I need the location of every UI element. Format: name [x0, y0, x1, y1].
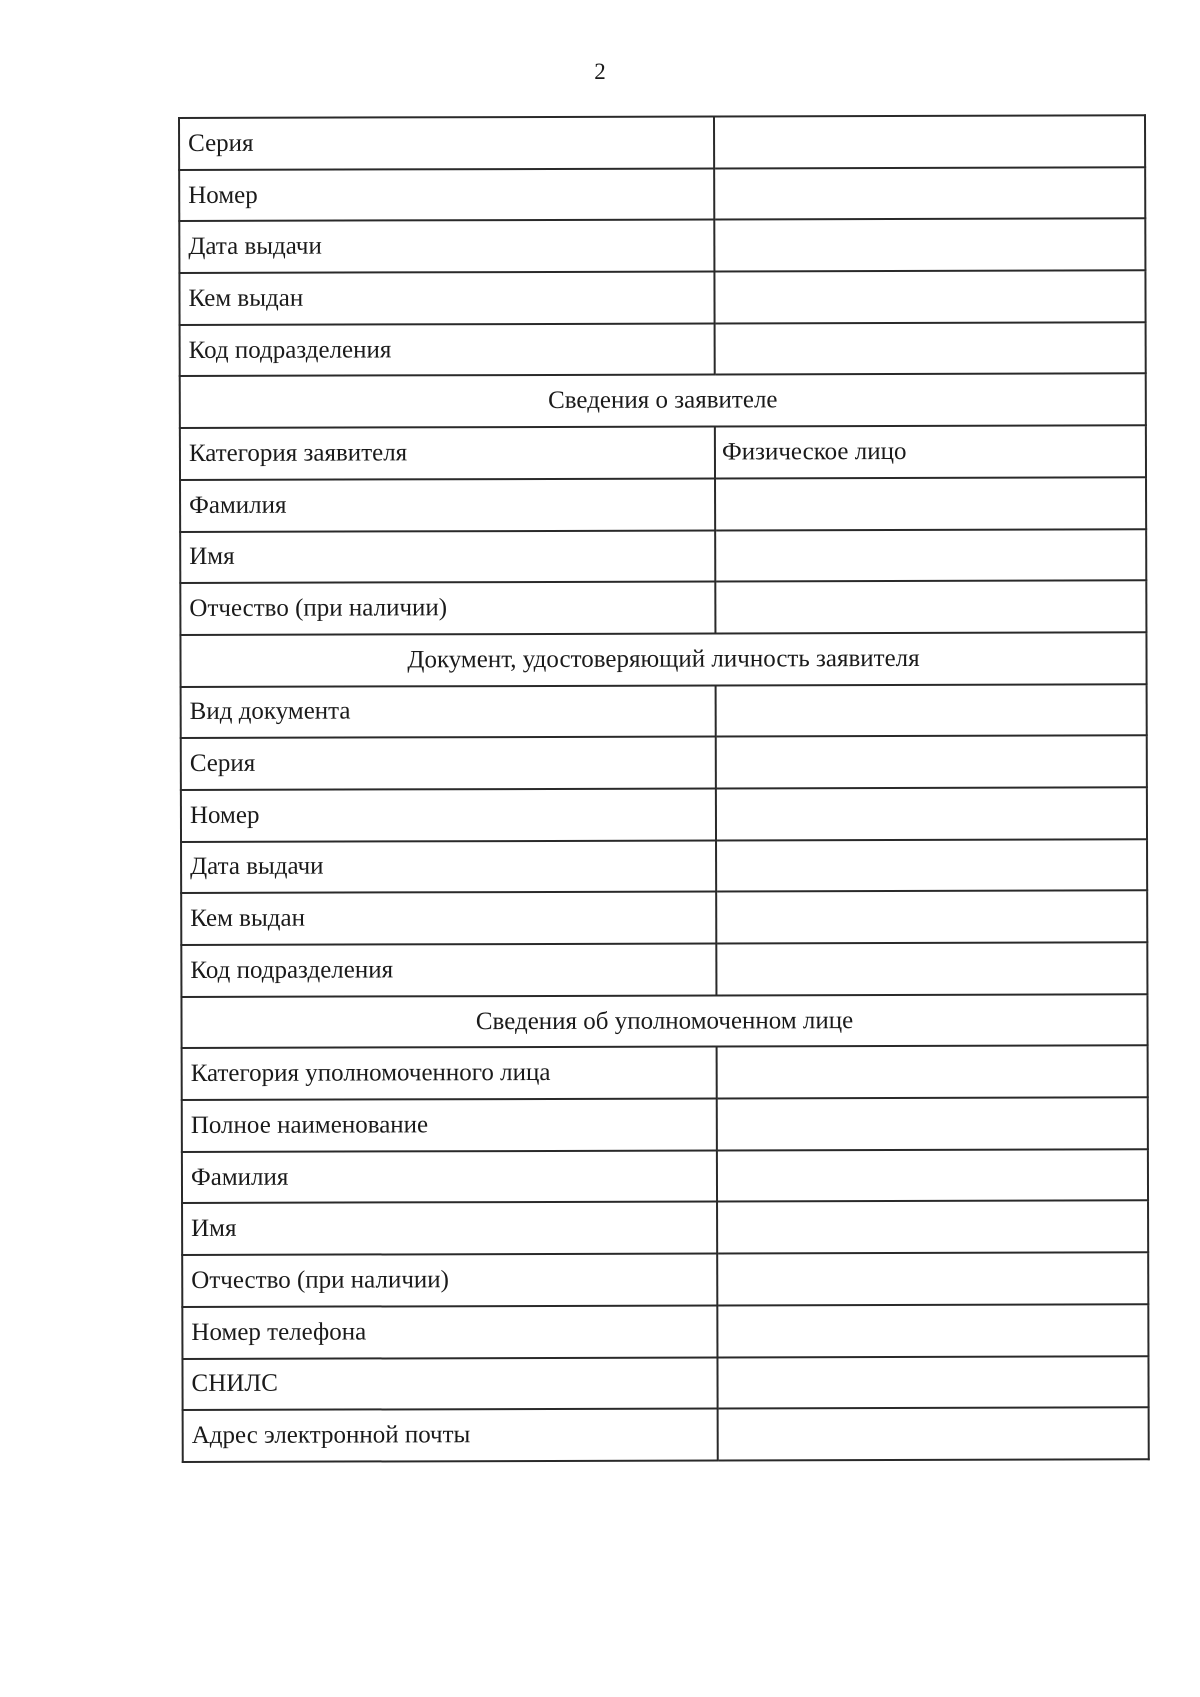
form-field-row — [182, 1356, 1148, 1410]
field-value-cell[interactable] — [717, 1356, 1148, 1409]
field-label: Вид документа — [181, 685, 716, 738]
field-label: Фамилия — [180, 478, 715, 531]
field-label: Номер — [179, 168, 714, 221]
field-label: Кем выдан — [181, 892, 716, 945]
field-label: Адрес электронной почты — [183, 1409, 718, 1462]
field-label: Код подразделения — [180, 323, 715, 376]
field-value-cell[interactable] — [715, 580, 1146, 633]
form-field-row — [180, 529, 1146, 583]
form-field-row — [181, 736, 1147, 790]
form-field-row — [181, 787, 1147, 841]
field-value-cell[interactable] — [717, 1304, 1148, 1357]
field-label: Отчество (при наличии) — [182, 1254, 717, 1307]
section-header-row — [181, 994, 1147, 1048]
field-value-cell[interactable] — [717, 1201, 1148, 1254]
field-label: Кем выдан — [179, 272, 714, 325]
form-field-row — [181, 839, 1147, 893]
form-field-row — [182, 1252, 1148, 1306]
form-table-body — [179, 115, 1149, 1462]
section-title: Документ, удостоверяющий личность заявителя — [180, 632, 1146, 686]
form-field-row — [179, 115, 1145, 169]
field-value-cell[interactable] — [715, 322, 1146, 375]
form-field-row — [181, 891, 1147, 945]
field-label: Номер телефона — [182, 1305, 717, 1358]
field-label: Серия — [179, 117, 714, 170]
field-value-cell[interactable] — [717, 1097, 1148, 1150]
field-label: Фамилия — [182, 1150, 717, 1203]
field-value-cell[interactable] — [718, 1407, 1149, 1460]
form-field-row — [179, 270, 1145, 324]
field-label: Дата выдачи — [179, 220, 714, 273]
field-label: СНИЛС — [182, 1357, 717, 1410]
section-title: Сведения о заявителе — [180, 374, 1146, 428]
form-field-row — [180, 580, 1146, 634]
field-value-cell[interactable] — [715, 477, 1146, 530]
field-value-cell[interactable] — [716, 942, 1147, 995]
field-label: Код подразделения — [181, 944, 716, 997]
form-field-row — [180, 477, 1146, 531]
field-label: Имя — [182, 1202, 717, 1255]
form-field-row — [179, 167, 1145, 221]
field-label: Дата выдачи — [181, 840, 716, 893]
form-field-row — [182, 1046, 1148, 1100]
field-label: Имя — [180, 530, 715, 583]
field-value-cell[interactable] — [717, 1149, 1148, 1202]
field-label: Категория заявителя — [180, 427, 715, 480]
form-field-row — [181, 684, 1147, 738]
field-value-cell[interactable] — [716, 839, 1147, 892]
page-number: 2 — [594, 59, 606, 84]
field-label: Серия — [181, 737, 716, 790]
form-field-row — [182, 1201, 1148, 1255]
form-field-row — [180, 322, 1146, 376]
form-field-row — [182, 1149, 1148, 1203]
field-value-cell[interactable] — [714, 115, 1145, 168]
form-field-row — [181, 942, 1147, 996]
field-value-cell[interactable] — [717, 1046, 1148, 1099]
form-table — [178, 114, 1150, 1463]
field-value-cell[interactable] — [716, 891, 1147, 944]
form-field-row — [183, 1407, 1149, 1461]
field-value-cell[interactable] — [717, 1252, 1148, 1305]
field-label: Номер — [181, 788, 716, 841]
field-value-cell[interactable] — [716, 736, 1147, 789]
form-field-row — [182, 1097, 1148, 1151]
field-value-cell[interactable] — [715, 529, 1146, 582]
field-label: Отчество (при наличии) — [180, 582, 715, 635]
field-value-cell[interactable] — [716, 787, 1147, 840]
section-header-row — [180, 632, 1146, 686]
form-field-row — [179, 219, 1145, 273]
field-value-cell[interactable] — [714, 219, 1145, 272]
field-label: Категория уполномоченного лица — [182, 1047, 717, 1100]
field-label: Полное наименование — [182, 1099, 717, 1152]
section-title: Сведения об уполномоченном лице — [181, 994, 1147, 1048]
section-header-row — [180, 374, 1146, 428]
form-field-row — [182, 1304, 1148, 1358]
field-value-cell[interactable]: Физическое лицо — [715, 425, 1146, 478]
field-value-cell[interactable] — [714, 270, 1145, 323]
form-field-row — [180, 425, 1146, 479]
field-value-cell[interactable] — [714, 167, 1145, 220]
field-value-cell[interactable] — [716, 684, 1147, 737]
